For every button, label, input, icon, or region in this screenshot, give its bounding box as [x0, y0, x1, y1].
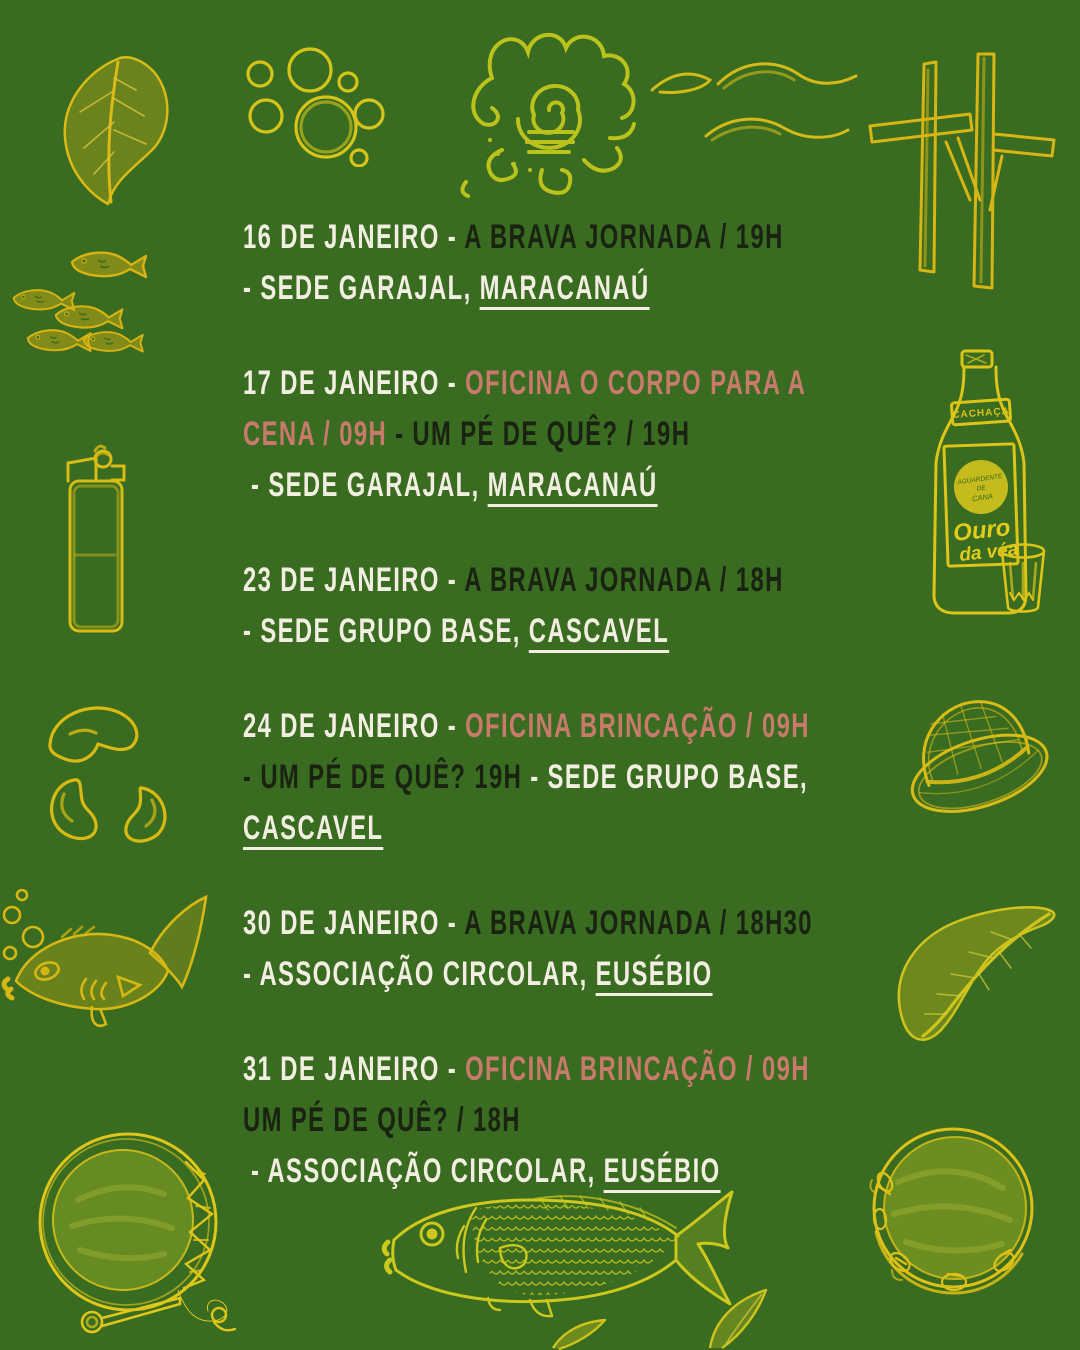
event-line [243, 606, 813, 657]
event-date: 24 DE JANEIRO - [243, 707, 466, 745]
bottle-circle-label-3: CANA [971, 491, 994, 504]
event-block-jan17 [243, 358, 813, 511]
event-venue: - ASSOCIAÇÃO CIRCOLAR, [243, 955, 596, 993]
event-date: 31 DE JANEIRO - [243, 1050, 466, 1088]
event-line [243, 358, 813, 409]
bottle-neck-label: CACHAÇA [952, 406, 1011, 421]
event-line [243, 1146, 813, 1197]
sprout-illustration [700, 1282, 780, 1350]
event-city: MARACANAÚ [487, 466, 658, 504]
event-line [243, 1095, 813, 1146]
event-line [243, 409, 813, 460]
event-title: - UM PÉ DE QUÊ? 19H [243, 758, 523, 796]
event-line [243, 263, 813, 314]
cachaca-bottle-illustration [890, 345, 1065, 630]
event-block-jan24 [243, 701, 813, 854]
event-line [243, 803, 813, 854]
leaf-illustration [883, 892, 1063, 1057]
bottle-name-label-1: Ouro [951, 514, 1012, 547]
event-block-jan30 [243, 898, 813, 1000]
event-workshop: OFICINA BRINCAÇÃO / 09H [465, 707, 810, 745]
event-venue: - ASSOCIAÇÃO CIRCOLAR, [243, 1152, 604, 1190]
event-line [243, 701, 813, 752]
event-title: A BRAVA JORNADA / 19H [464, 218, 784, 256]
event-venue: - SEDE GRUPO BASE, [522, 758, 808, 796]
bottle-name-label-2: da véa [958, 538, 1020, 566]
event-title: A BRAVA JORNADA / 18H [464, 561, 784, 599]
bubbles-illustration [238, 42, 388, 167]
event-schedule [243, 212, 813, 1241]
shot-glass-illustration [1002, 545, 1044, 612]
event-block-jan16 [243, 212, 813, 314]
cashew-nuts-illustration [32, 692, 182, 847]
pandeiro-tambourine-illustration [858, 1122, 1048, 1307]
straw-hat-illustration [898, 682, 1053, 837]
event-line [243, 949, 813, 1000]
event-title: - UM PÉ DE QUÊ? / 19H [387, 415, 691, 453]
event-city: CASCAVEL [528, 612, 670, 650]
event-date: 17 DE JANEIRO - [243, 364, 466, 402]
event-city: EUSÉBIO [603, 1152, 721, 1190]
event-block-jan23 [243, 555, 813, 657]
wooden-crosses-illustration [862, 48, 1057, 313]
event-workshop: CENA / 09H [243, 415, 388, 453]
waves-illustration [648, 50, 863, 155]
event-line [243, 460, 813, 511]
sprout-illustration [545, 1312, 615, 1350]
bottle-circle-label-1: AGUARDENTE [957, 472, 1003, 487]
bay-leaf-illustration [48, 52, 188, 212]
frame-drum-illustration [28, 1122, 253, 1344]
event-city: MARACANAÚ [479, 269, 650, 307]
event-line [243, 555, 813, 606]
event-line [243, 1044, 813, 1095]
octopus-illustration [432, 18, 652, 208]
event-title: UM PÉ DE QUÊ? / 18H [243, 1101, 521, 1139]
event-venue: - SEDE GRUPO BASE, [243, 612, 529, 650]
event-line [243, 752, 813, 803]
event-date: 30 DE JANEIRO - [243, 904, 465, 942]
event-line [243, 898, 813, 949]
event-line [243, 212, 813, 263]
event-venue: - SEDE GARAJAL, [243, 269, 480, 307]
event-date: 23 DE JANEIRO - [243, 561, 465, 599]
event-city: EUSÉBIO [595, 955, 713, 993]
event-city: CASCAVEL [243, 809, 384, 847]
event-title: A BRAVA JORNADA / 18H30 [464, 904, 813, 942]
event-workshop: OFICINA O CORPO PARA A [465, 364, 807, 402]
fish-with-bubbles-illustration [0, 883, 215, 1051]
event-block-jan31 [243, 1044, 813, 1197]
event-date: 16 DE JANEIRO - [243, 218, 465, 256]
fish-school-illustration [12, 248, 192, 356]
event-workshop: OFICINA BRINCAÇÃO / 09H [465, 1050, 810, 1088]
lighter-illustration [48, 443, 143, 643]
event-venue: - SEDE GARAJAL, [243, 466, 488, 504]
bottle-circle-label-2: DE [976, 484, 987, 493]
